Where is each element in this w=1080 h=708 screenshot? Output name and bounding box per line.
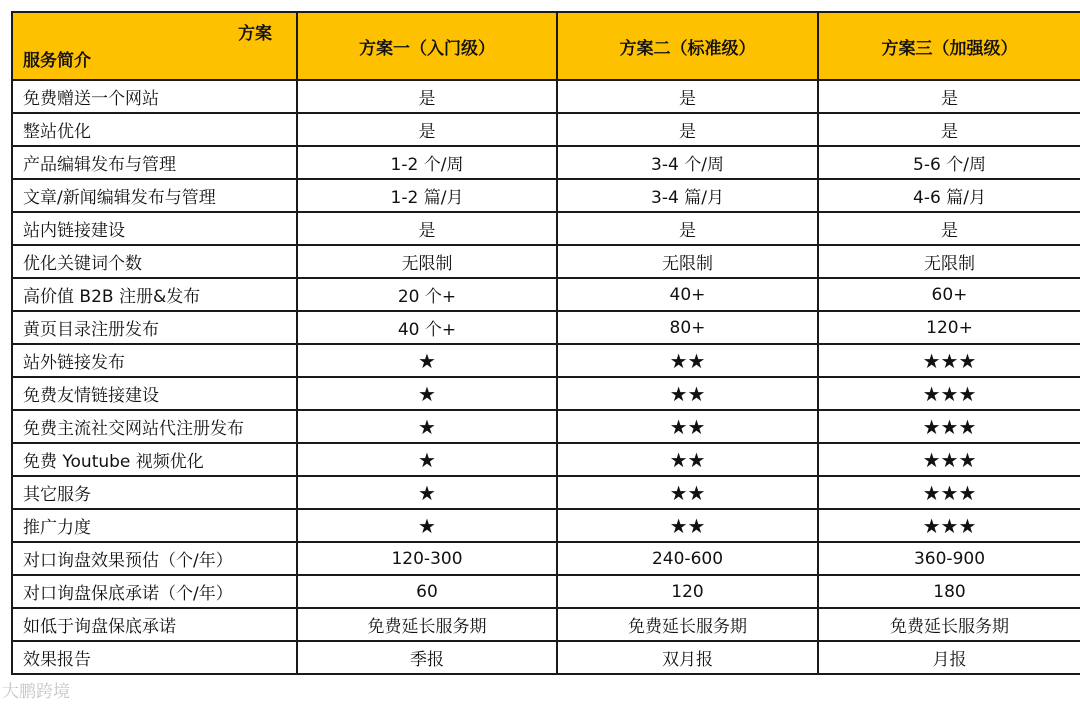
plan-enhanced-value-cell: 60+ bbox=[818, 278, 1080, 311]
plan-basic-value-cell: ★ bbox=[297, 509, 557, 542]
service-label-cell: 效果报告 bbox=[12, 641, 297, 674]
table-row bbox=[12, 410, 1080, 443]
plan-enhanced-value-cell: 免费延长服务期 bbox=[818, 608, 1080, 641]
plan-header-enhanced: 方案三（加强级） bbox=[818, 12, 1080, 80]
plan-enhanced-value-cell: 是 bbox=[818, 212, 1080, 245]
plan-enhanced-value-cell: 4-6 篇/月 bbox=[818, 179, 1080, 212]
plan-enhanced-value-cell: ★★★ bbox=[818, 410, 1080, 443]
service-label-cell: 免费赠送一个网站 bbox=[12, 80, 297, 113]
service-label-cell: 黄页目录注册发布 bbox=[12, 311, 297, 344]
service-label-cell: 对口询盘效果预估（个/年） bbox=[12, 542, 297, 575]
service-label-cell: 其它服务 bbox=[12, 476, 297, 509]
plan-standard-value-cell: 120 bbox=[557, 575, 818, 608]
plan-standard-value-cell: 3-4 个/周 bbox=[557, 146, 818, 179]
watermark-text: 大鹏跨境 bbox=[2, 682, 70, 702]
table-row bbox=[12, 608, 1080, 641]
table-row bbox=[12, 344, 1080, 377]
plan-standard-value-cell: ★★ bbox=[557, 509, 818, 542]
plan-basic-value-cell: ★ bbox=[297, 377, 557, 410]
table-row bbox=[12, 278, 1080, 311]
plan-standard-value-cell: 40+ bbox=[557, 278, 818, 311]
plan-basic-value-cell: 20 个+ bbox=[297, 278, 557, 311]
plan-enhanced-value-cell: 是 bbox=[818, 80, 1080, 113]
plan-standard-value-cell: 80+ bbox=[557, 311, 818, 344]
service-label-cell: 推广力度 bbox=[12, 509, 297, 542]
service-label-cell: 站内链接建设 bbox=[12, 212, 297, 245]
plan-standard-value-cell: ★★ bbox=[557, 377, 818, 410]
plan-basic-value-cell: 无限制 bbox=[297, 245, 557, 278]
plan-enhanced-value-cell: 180 bbox=[818, 575, 1080, 608]
plan-enhanced-value-cell: ★★★ bbox=[818, 443, 1080, 476]
table-row bbox=[12, 245, 1080, 278]
plan-basic-value-cell: 1-2 篇/月 bbox=[297, 179, 557, 212]
plan-standard-value-cell: 3-4 篇/月 bbox=[557, 179, 818, 212]
plan-basic-value-cell: 120-300 bbox=[297, 542, 557, 575]
plan-standard-value-cell: ★★ bbox=[557, 344, 818, 377]
plan-standard-value-cell: 是 bbox=[557, 212, 818, 245]
plan-axis-label: 方案 bbox=[238, 24, 272, 44]
plan-header-basic: 方案一（入门级） bbox=[297, 12, 557, 80]
plan-standard-value-cell: ★★ bbox=[557, 443, 818, 476]
plan-standard-value-cell: 是 bbox=[557, 80, 818, 113]
service-axis-label: 服务简介 bbox=[23, 51, 91, 71]
service-label-cell: 对口询盘保底承诺（个/年） bbox=[12, 575, 297, 608]
plan-enhanced-value-cell: 360-900 bbox=[818, 542, 1080, 575]
table-row bbox=[12, 443, 1080, 476]
plan-enhanced-value-cell: 120+ bbox=[818, 311, 1080, 344]
plan-basic-value-cell: 60 bbox=[297, 575, 557, 608]
plan-basic-value-cell: 40 个+ bbox=[297, 311, 557, 344]
plan-standard-value-cell: 免费延长服务期 bbox=[557, 608, 818, 641]
service-label-cell: 高价值 B2B 注册&发布 bbox=[12, 278, 297, 311]
service-plan-table bbox=[11, 11, 1080, 675]
plan-basic-value-cell: 是 bbox=[297, 113, 557, 146]
table-row bbox=[12, 113, 1080, 146]
table-row bbox=[12, 542, 1080, 575]
plan-basic-value-cell: 季报 bbox=[297, 641, 557, 674]
plan-header-standard: 方案二（标准级） bbox=[557, 12, 818, 80]
plan-standard-value-cell: 无限制 bbox=[557, 245, 818, 278]
table-row bbox=[12, 80, 1080, 113]
table-row bbox=[12, 641, 1080, 674]
plan-basic-value-cell: 是 bbox=[297, 212, 557, 245]
plan-enhanced-value-cell: 5-6 个/周 bbox=[818, 146, 1080, 179]
plan-enhanced-value-cell: ★★★ bbox=[818, 377, 1080, 410]
corner-header-cell bbox=[12, 12, 297, 80]
plan-standard-value-cell: 240-600 bbox=[557, 542, 818, 575]
plan-basic-value-cell: ★ bbox=[297, 344, 557, 377]
service-label-cell: 文章/新闻编辑发布与管理 bbox=[12, 179, 297, 212]
plan-enhanced-value-cell: ★★★ bbox=[818, 509, 1080, 542]
table-row bbox=[12, 179, 1080, 212]
plan-enhanced-value-cell: 是 bbox=[818, 113, 1080, 146]
plan-basic-value-cell: 免费延长服务期 bbox=[297, 608, 557, 641]
service-label-cell: 免费主流社交网站代注册发布 bbox=[12, 410, 297, 443]
plan-basic-value-cell: 1-2 个/周 bbox=[297, 146, 557, 179]
plan-basic-value-cell: ★ bbox=[297, 476, 557, 509]
plan-standard-value-cell: ★★ bbox=[557, 410, 818, 443]
service-label-cell: 如低于询盘保底承诺 bbox=[12, 608, 297, 641]
service-label-cell: 站外链接发布 bbox=[12, 344, 297, 377]
service-label-cell: 免费友情链接建设 bbox=[12, 377, 297, 410]
table-row bbox=[12, 146, 1080, 179]
plan-enhanced-value-cell: ★★★ bbox=[818, 476, 1080, 509]
service-label-cell: 免费 Youtube 视频优化 bbox=[12, 443, 297, 476]
table-row bbox=[12, 212, 1080, 245]
plan-basic-value-cell: 是 bbox=[297, 80, 557, 113]
plan-basic-value-cell: ★ bbox=[297, 443, 557, 476]
service-label-cell: 优化关键词个数 bbox=[12, 245, 297, 278]
plan-standard-value-cell: 双月报 bbox=[557, 641, 818, 674]
table-row bbox=[12, 311, 1080, 344]
table-row bbox=[12, 575, 1080, 608]
table-row bbox=[12, 377, 1080, 410]
plan-enhanced-value-cell: 月报 bbox=[818, 641, 1080, 674]
plan-standard-value-cell: ★★ bbox=[557, 476, 818, 509]
plan-enhanced-value-cell: ★★★ bbox=[818, 344, 1080, 377]
table-row bbox=[12, 509, 1080, 542]
table-row bbox=[12, 476, 1080, 509]
service-label-cell: 整站优化 bbox=[12, 113, 297, 146]
plan-basic-value-cell: ★ bbox=[297, 410, 557, 443]
service-label-cell: 产品编辑发布与管理 bbox=[12, 146, 297, 179]
plan-enhanced-value-cell: 无限制 bbox=[818, 245, 1080, 278]
header-row bbox=[12, 12, 1080, 80]
plan-standard-value-cell: 是 bbox=[557, 113, 818, 146]
